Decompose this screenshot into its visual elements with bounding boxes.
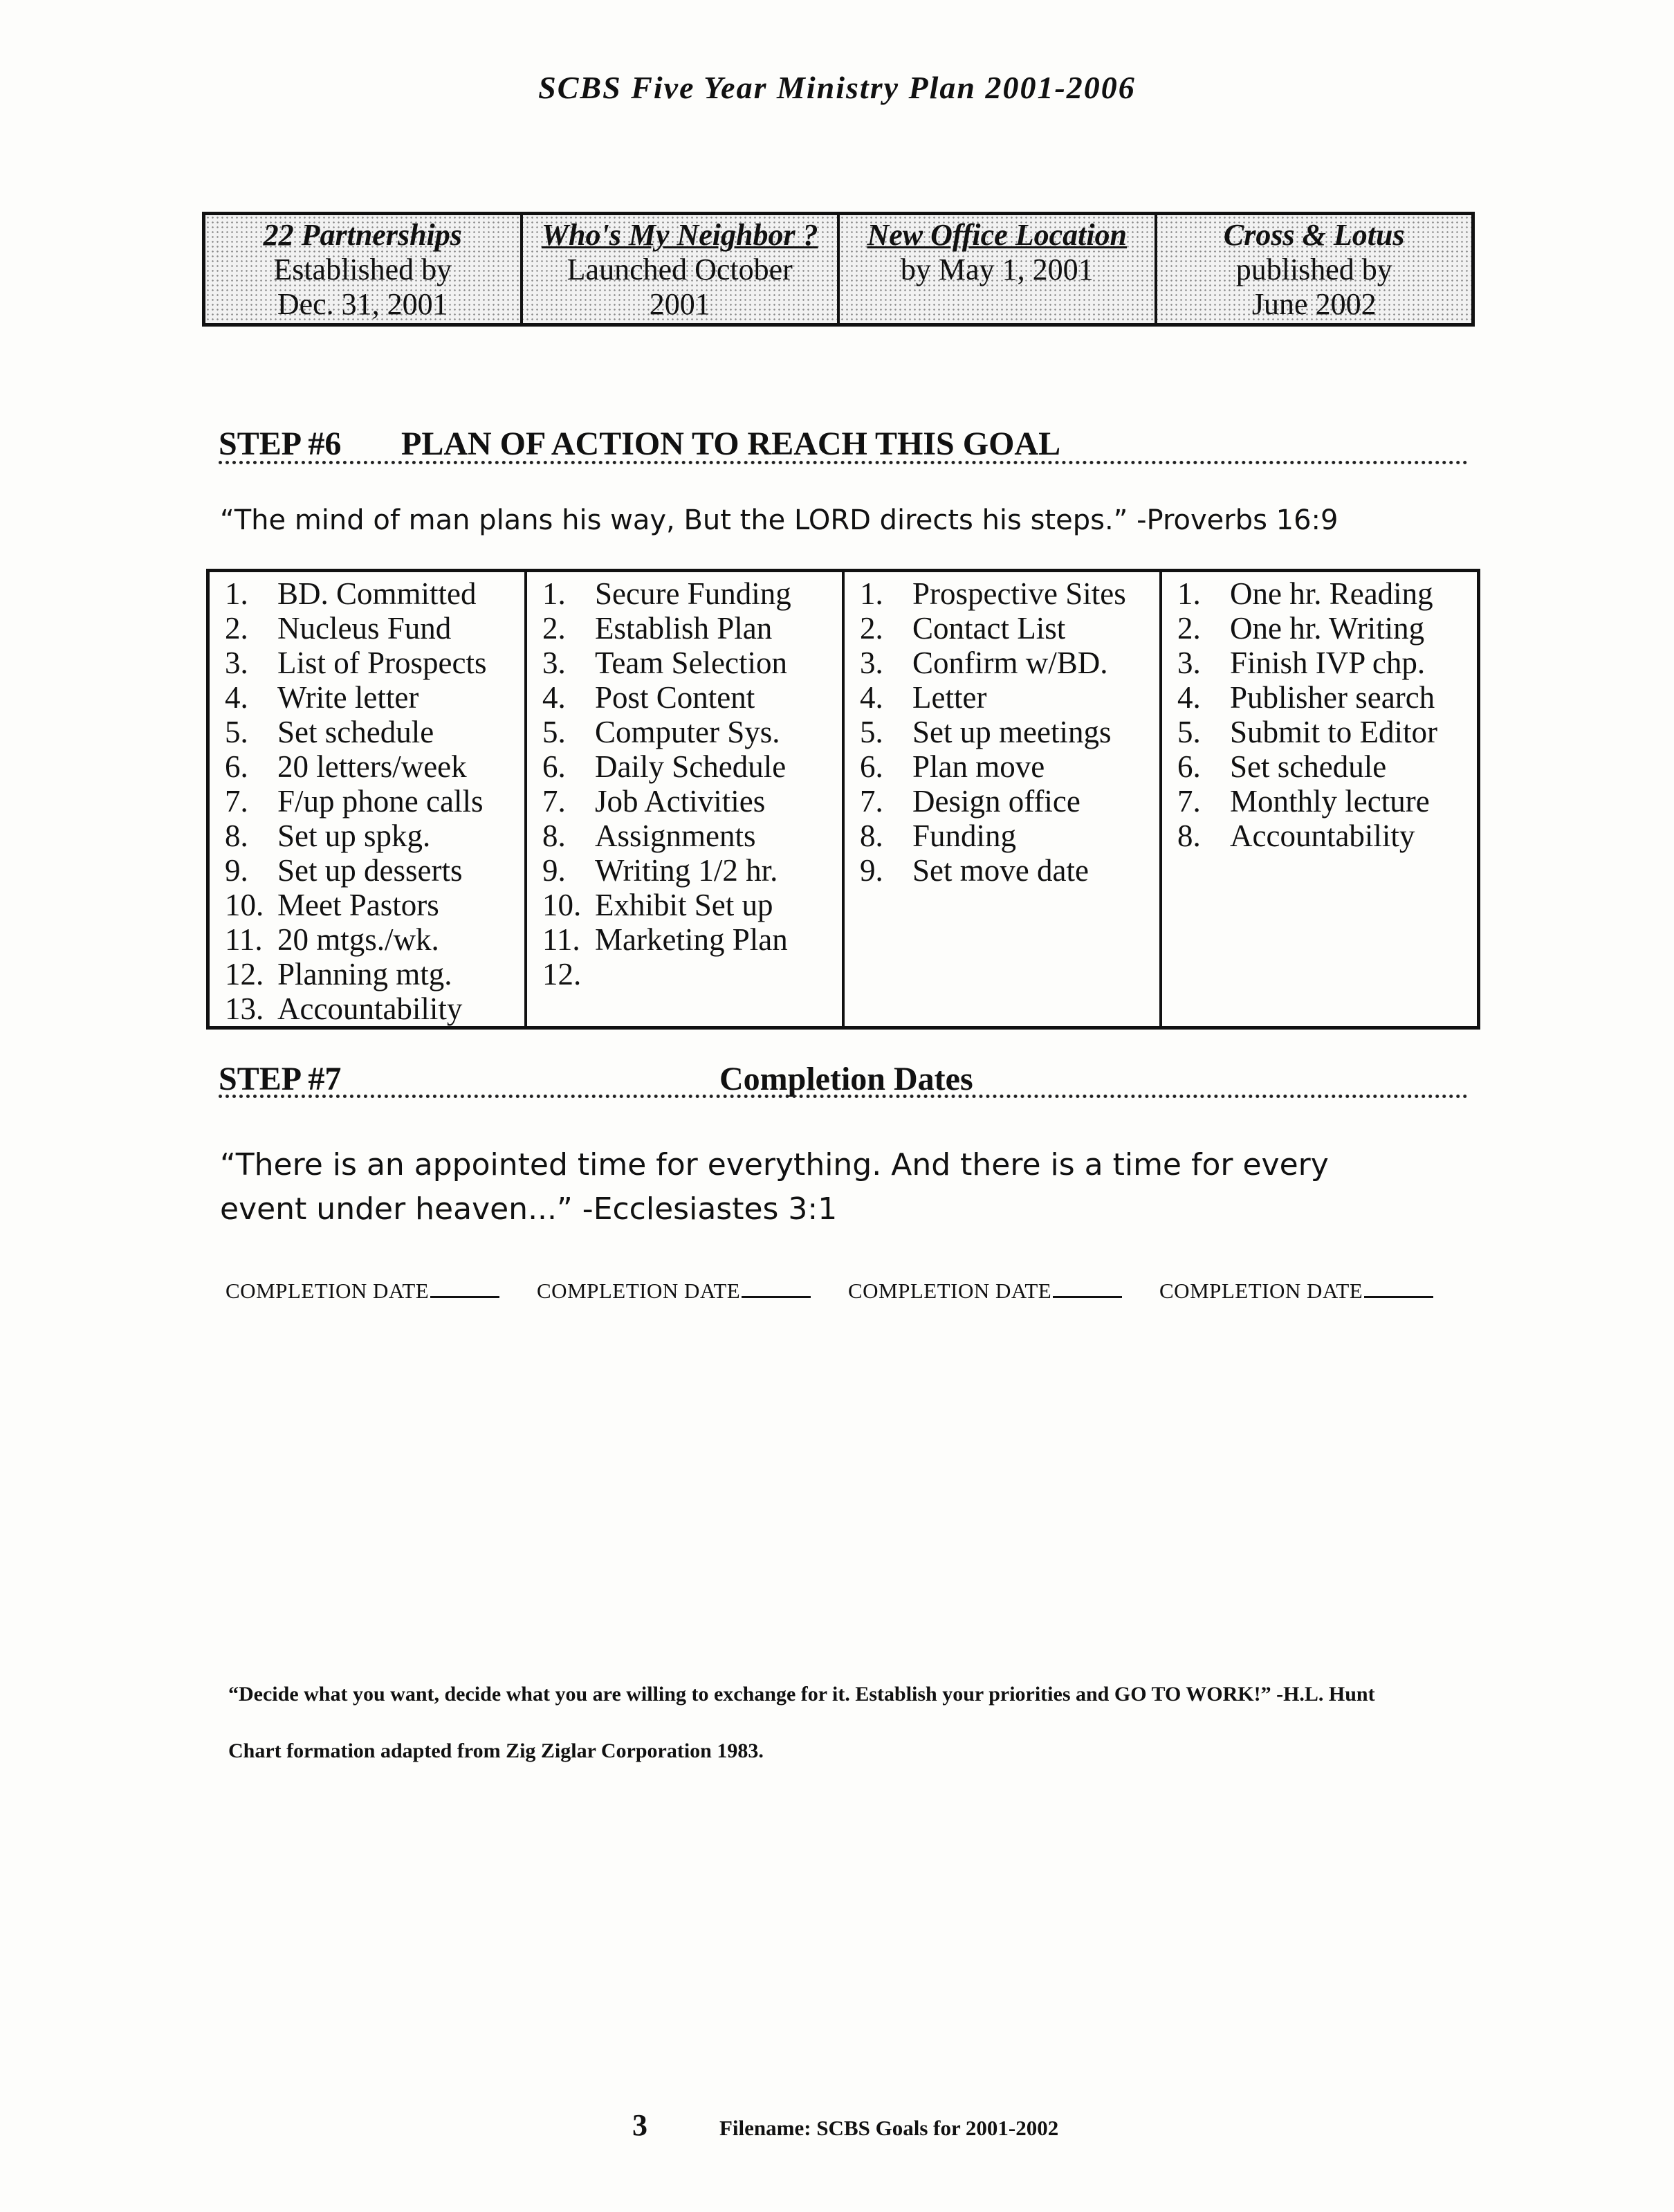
action-item-number: 8.: [1177, 819, 1201, 853]
action-item-text: Accountability: [277, 991, 463, 1026]
action-item-text: Marketing Plan: [595, 922, 788, 957]
action-item-number: 10.: [542, 888, 582, 922]
action-item: [1177, 646, 1477, 680]
goal-line: Dec. 31, 2001: [277, 287, 448, 321]
goal-partnerships: [205, 215, 523, 323]
goal-line: Established by: [273, 253, 452, 286]
completion-date-field[interactable]: [226, 1279, 537, 1304]
action-item-text: Planning mtg.: [277, 957, 452, 991]
action-item: [542, 784, 842, 819]
action-item: [860, 576, 1159, 611]
action-item-text: One hr. Writing: [1230, 611, 1425, 646]
action-item-number: 3.: [860, 646, 883, 680]
action-item-text: Contact List: [912, 611, 1066, 646]
document-title: SCBS Five Year Ministry Plan 2001-2006: [538, 70, 1136, 105]
action-item: [225, 646, 524, 680]
action-item-text: Submit to Editor: [1230, 715, 1438, 749]
action-item-text: Set up desserts: [277, 853, 463, 888]
goal-whos-my-neighbor: [523, 215, 840, 323]
action-item-number: 9.: [225, 853, 248, 888]
action-item-text: Nucleus Fund: [277, 611, 452, 646]
action-item-number: 2.: [542, 611, 566, 646]
action-item-text: BD. Committed: [277, 576, 477, 611]
action-item-text: Publisher search: [1230, 680, 1435, 715]
action-item: [860, 646, 1159, 680]
action-item-text: Exhibit Set up: [595, 888, 773, 922]
action-item: [1177, 576, 1477, 611]
action-item-text: Writing 1/2 hr.: [595, 853, 778, 888]
proverbs-quote: “The mind of man plans his way, But the LORD directs his steps.” -Proverbs 16:9: [220, 504, 1339, 536]
action-item-number: 5.: [860, 715, 883, 749]
action-item-number: 6.: [1177, 749, 1201, 784]
hunt-quote: “Decide what you want, decide what you are willing to exchange for it. Establish your priorities and GO TO WORK!” -H.L. Hunt: [228, 1683, 1375, 1706]
action-item: [860, 819, 1159, 853]
action-item: [225, 957, 524, 991]
action-item-text: Daily Schedule: [595, 749, 787, 784]
action-item-text: Plan move: [912, 749, 1045, 784]
action-item: [542, 611, 842, 646]
action-column: [845, 572, 1162, 1026]
action-item-number: 7.: [225, 784, 248, 819]
chart-credit: Chart formation adapted from Zig Ziglar Corporation 1983.: [228, 1739, 764, 1762]
action-item-number: 8.: [542, 819, 566, 853]
action-item-number: 7.: [860, 784, 883, 819]
goal-line: Launched October: [567, 253, 793, 286]
action-item-number: 2.: [1177, 611, 1201, 646]
action-item-number: 6.: [542, 749, 566, 784]
goal-line: published by: [1235, 253, 1392, 286]
action-item: [1177, 749, 1477, 784]
action-item-number: 12.: [542, 957, 582, 991]
action-item-number: 8.: [860, 819, 883, 853]
action-item: [225, 888, 524, 922]
blank-line: [1053, 1296, 1122, 1298]
action-item: [542, 819, 842, 853]
completion-date-label: COMPLETION DATE: [848, 1279, 1052, 1303]
action-item-number: 6.: [860, 749, 883, 784]
action-item-number: 3.: [225, 646, 248, 680]
action-item: [860, 680, 1159, 715]
action-item: [225, 853, 524, 888]
step-title: PLAN OF ACTION TO REACH THIS GOAL: [401, 426, 1061, 462]
action-item: [225, 611, 524, 646]
action-item-number: 11.: [225, 922, 263, 957]
action-item: [860, 853, 1159, 888]
action-item: [225, 680, 524, 715]
action-item-text: Computer Sys.: [595, 715, 780, 749]
action-item-number: 2.: [225, 611, 248, 646]
action-item-number: 4.: [1177, 680, 1201, 715]
action-item: [542, 715, 842, 749]
action-item: [860, 784, 1159, 819]
action-item-number: 3.: [542, 646, 566, 680]
action-item: [1177, 819, 1477, 853]
action-item-number: 10.: [225, 888, 264, 922]
action-item-number: 4.: [542, 680, 566, 715]
action-column: [527, 572, 845, 1026]
action-item-number: 12.: [225, 957, 264, 991]
action-item: [225, 749, 524, 784]
action-item-text: Establish Plan: [595, 611, 773, 646]
action-item-number: 2.: [860, 611, 883, 646]
action-item-text: Confirm w/BD.: [912, 646, 1108, 680]
action-item: [542, 957, 842, 991]
action-item-text: 20 letters/week: [277, 749, 467, 784]
action-item-text: Design office: [912, 784, 1080, 819]
action-item-number: 7.: [1177, 784, 1201, 819]
action-item-text: Assignments: [595, 819, 756, 853]
action-column: [210, 572, 527, 1026]
ecclesiastes-quote: [220, 1143, 1465, 1232]
goal-title: Who's My Neighbor ?: [541, 218, 818, 252]
action-item-text: Job Activities: [595, 784, 766, 819]
completion-date-field[interactable]: [537, 1279, 848, 1304]
action-item-text: 20 mtgs./wk.: [277, 922, 439, 957]
completion-dates-row: [226, 1279, 1471, 1304]
step-label: STEP #6: [219, 426, 342, 462]
goal-new-office: [840, 215, 1157, 323]
blank-line: [1364, 1296, 1433, 1298]
blank-line: [430, 1296, 499, 1298]
action-item: [542, 922, 842, 957]
action-item: [225, 576, 524, 611]
completion-date-label: COMPLETION DATE: [226, 1279, 430, 1303]
action-item: [542, 749, 842, 784]
action-item-number: 5.: [225, 715, 248, 749]
action-item-number: 3.: [1177, 646, 1201, 680]
quote-line: “There is an appointed time for everything. And there is a time for every: [220, 1147, 1329, 1182]
action-item: [542, 853, 842, 888]
action-item: [860, 611, 1159, 646]
action-item: [225, 784, 524, 819]
action-item-number: 6.: [225, 749, 248, 784]
goal-title: New Office Location: [867, 218, 1128, 252]
action-item-number: 4.: [860, 680, 883, 715]
step-label: STEP #7: [219, 1061, 342, 1097]
action-item: [225, 819, 524, 853]
action-item-number: 13.: [225, 991, 264, 1026]
goal-cross-lotus: [1157, 215, 1472, 323]
action-item-text: Secure Funding: [595, 576, 791, 611]
completion-date-field[interactable]: [1159, 1279, 1471, 1304]
dotted-divider: [219, 461, 1468, 464]
goal-title: 22 Partnerships: [263, 218, 462, 252]
quote-line: event under heaven...” -Ecclesiastes 3:1: [220, 1191, 838, 1227]
page-number: 3: [632, 2108, 647, 2142]
action-item: [542, 646, 842, 680]
action-item-text: List of Prospects: [277, 646, 487, 680]
action-item-text: Set move date: [912, 853, 1089, 888]
action-item-text: Set up meetings: [912, 715, 1112, 749]
completion-date-label: COMPLETION DATE: [537, 1279, 741, 1303]
action-item: [860, 715, 1159, 749]
action-item-text: Team Selection: [595, 646, 787, 680]
action-column: [1162, 572, 1477, 1026]
action-item-text: Meet Pastors: [277, 888, 439, 922]
action-item-text: Write letter: [277, 680, 419, 715]
action-item-number: 9.: [542, 853, 566, 888]
action-item-text: Accountability: [1230, 819, 1415, 853]
goal-line: June 2002: [1251, 287, 1377, 321]
action-item-number: 4.: [225, 680, 248, 715]
completion-date-label: COMPLETION DATE: [1159, 1279, 1363, 1303]
action-item-text: Monthly lecture: [1230, 784, 1430, 819]
action-item-number: 5.: [1177, 715, 1201, 749]
action-item-text: Post Content: [595, 680, 755, 715]
action-item: [860, 749, 1159, 784]
goals-box: [202, 212, 1475, 327]
action-item-number: 1.: [1177, 576, 1201, 611]
action-item-text: Set schedule: [1230, 749, 1387, 784]
action-item-text: Set up spkg.: [277, 819, 431, 853]
goal-line: by May 1, 2001: [900, 253, 1094, 286]
action-item-text: Finish IVP chp.: [1230, 646, 1426, 680]
blank-line: [742, 1296, 811, 1298]
action-item: [542, 680, 842, 715]
action-item-text: Funding: [912, 819, 1017, 853]
action-item: [225, 922, 524, 957]
goal-title: Cross & Lotus: [1223, 218, 1405, 252]
completion-date-field[interactable]: [848, 1279, 1159, 1304]
action-item: [542, 888, 842, 922]
action-item-number: 9.: [860, 853, 883, 888]
action-item-number: 7.: [542, 784, 566, 819]
action-item-number: 1.: [542, 576, 566, 611]
action-item-number: 8.: [225, 819, 248, 853]
action-item-text: Prospective Sites: [912, 576, 1126, 611]
action-item-number: 5.: [542, 715, 566, 749]
action-item: [225, 715, 524, 749]
action-item-text: Set schedule: [277, 715, 434, 749]
action-item: [1177, 715, 1477, 749]
action-item-text: F/up phone calls: [277, 784, 484, 819]
action-item: [1177, 611, 1477, 646]
action-item: [1177, 784, 1477, 819]
action-item: [225, 991, 524, 1026]
action-item-text: Letter: [912, 680, 987, 715]
dotted-divider: [219, 1095, 1468, 1098]
action-item: [1177, 680, 1477, 715]
goal-line: 2001: [649, 287, 710, 321]
action-item-text: One hr. Reading: [1230, 576, 1433, 611]
filename-label: Filename: SCBS Goals for 2001-2002: [719, 2116, 1059, 2140]
action-item: [542, 576, 842, 611]
action-item-number: 1.: [225, 576, 248, 611]
action-item-number: 11.: [542, 922, 580, 957]
action-plan-table: [206, 569, 1480, 1030]
action-item-number: 1.: [860, 576, 883, 611]
step-title: Completion Dates: [719, 1061, 973, 1097]
